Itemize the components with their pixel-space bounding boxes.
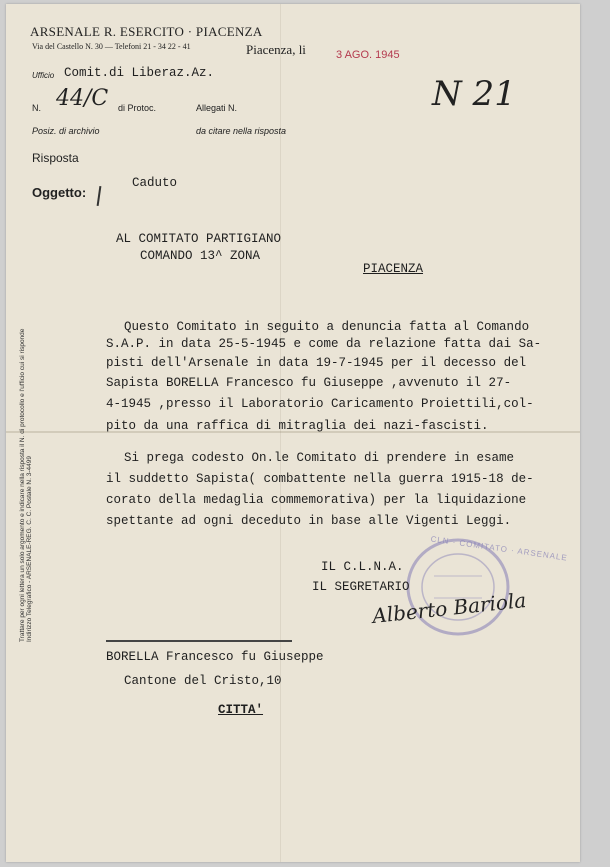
protocol-number: 44/C [56, 86, 109, 111]
ufficio-label: Ufficio [32, 71, 55, 80]
side-instructions-line-1: Trattare per ogni lettera un solo argomento e indicare nella risposta il N. di protocollo e l'ufficio cui si risponde [19, 328, 26, 642]
ufficio-value: Comit.di Liberaz.Az. [64, 66, 215, 80]
signature-org: IL C.L.N.A. [321, 560, 404, 574]
citare-label: da citare nella risposta [196, 126, 287, 136]
addressee-street: Cantone del Cristo,10 [124, 674, 282, 688]
seal-text: CLN · COMITATO · ARSENALE [430, 534, 569, 563]
handwritten-signature: Alberto Bariola [371, 587, 528, 629]
body-line: il suddetto Sapista( combattente nella guerra 1915-18 de- [106, 472, 534, 486]
number-label: N. [32, 103, 41, 113]
body-line: spettante ad ogni deceduto in base alle Vigenti Leggi. [106, 514, 512, 528]
addressee-city: CITTA' [218, 703, 264, 717]
body-line: Questo Comitato in seguito a denuncia fatta al Comando [124, 320, 530, 334]
recipient-city: PIACENZA [363, 262, 424, 276]
subject-label: Oggetto: [32, 185, 87, 200]
protocol-label: di Protoc. [118, 103, 157, 113]
letter-page [6, 4, 580, 862]
archive-position-label: Posiz. di archivio [32, 126, 100, 136]
body-line: corato della medaglia commemorativa) per la liquidazione [106, 493, 527, 507]
place-label: Piacenza, li [246, 42, 306, 57]
side-instructions-line-2: Indirizzo Telegrafico - ARSENALE-REG. C. C. Postale N. 3-4499 [26, 456, 33, 642]
risposta-label: Risposta [32, 151, 79, 165]
body-line: Sapista BORELLA Francesco fu Giuseppe ,avvenuto il 27- [106, 376, 512, 390]
body-line: pisti dell'Arsenale in data 19-7-1945 per il decesso del [106, 356, 527, 370]
body-line: pito da una raffica di mitraglia dei nazi-fascisti. [106, 419, 489, 433]
institution-address: Via del Castello N. 30 — Telefoni 21 - 34 22 - 41 [32, 42, 191, 51]
allegati-label: Allegati N. [196, 103, 238, 113]
separator-rule [106, 640, 292, 642]
recipient-line-2: COMANDO 13^ ZONA [140, 249, 261, 263]
side-instructions [19, 329, 33, 642]
date-stamp: 3 AGO. 1945 [336, 49, 400, 61]
addressee-name: BORELLA Francesco fu Giuseppe [106, 650, 324, 664]
subject-value: Caduto [132, 176, 178, 190]
recipient-line-1: AL COMITATO PARTIGIANO [116, 232, 282, 246]
body-line: 4-1945 ,presso il Laboratorio Caricamento Proiettili,col- [106, 397, 534, 411]
institution-name: ARSENALE R. ESERCITO · PIACENZA [30, 24, 263, 39]
body-line: Si prega codesto On.le Comitato di prendere in esame [124, 451, 515, 465]
handwritten-number: N 21 [432, 74, 516, 114]
signature-role: IL SEGRETARIO [312, 580, 410, 594]
body-line: S.A.P. in data 25-5-1945 e come da relazione fatta dai Sa- [106, 337, 542, 351]
subject-bracket [97, 186, 102, 206]
